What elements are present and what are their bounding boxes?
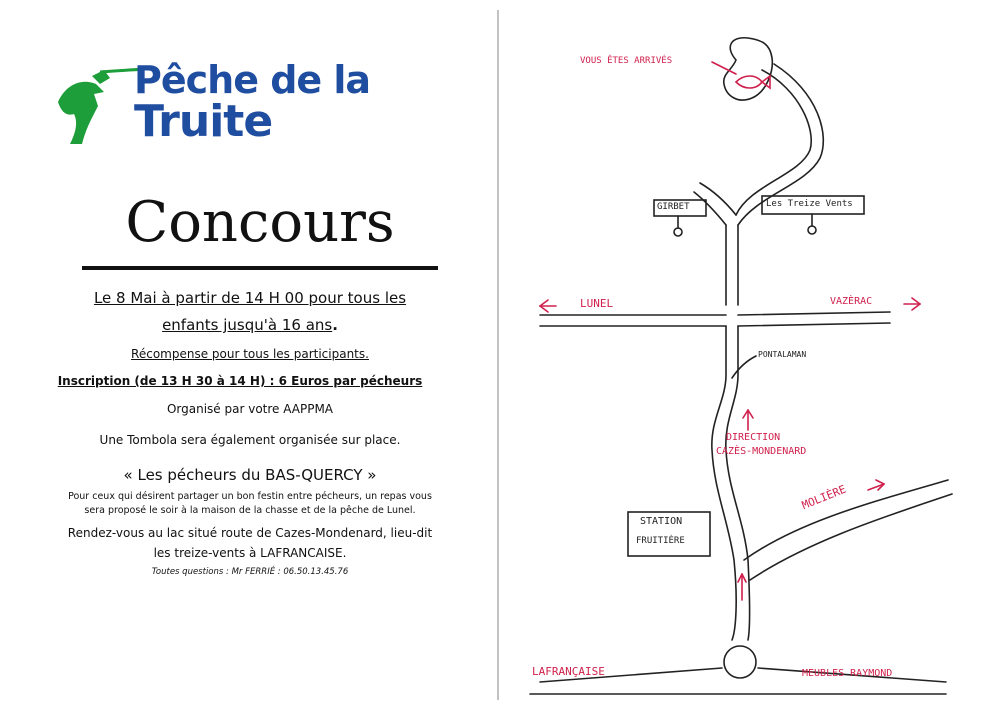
title-underline bbox=[82, 266, 438, 270]
fish-icon bbox=[736, 76, 762, 88]
label-vazerac: VAZÈRAC bbox=[830, 296, 873, 307]
fisherman-icon bbox=[52, 62, 142, 154]
map-panel bbox=[500, 0, 1000, 707]
club-name: « Les pécheurs du BAS-QUERCY » bbox=[123, 466, 377, 484]
reward-text: Récompense pour tous les participants. bbox=[131, 347, 369, 361]
meal-line-1: Pour ceux qui désirent partager un bon festin entre pécheurs, un repas vous bbox=[68, 491, 432, 502]
date-line-1: Le 8 Mai à partir de 14 H 00 pour tous les bbox=[93, 289, 407, 307]
label-girbet: GIRBET bbox=[657, 202, 690, 212]
label-lunel: LUNEL bbox=[580, 297, 614, 310]
date-line-2-end: . bbox=[332, 316, 338, 334]
label-direction-1: DIRECTION bbox=[726, 432, 781, 443]
fold-line bbox=[497, 10, 499, 700]
page-title: Concours bbox=[125, 190, 395, 255]
rdv-line-1: Rendez-vous au lac situé route de Cazes-Mondenard, lieu-dit bbox=[67, 526, 433, 540]
label-arrived: VOUS ÊTES ARRIVÉS bbox=[580, 56, 673, 66]
label-moliere: MOLIÈRE bbox=[800, 482, 848, 513]
logo-line-1: Pêche de la bbox=[134, 58, 371, 102]
logo-line-2: Truite bbox=[134, 96, 273, 147]
peche-truite-logo bbox=[52, 58, 392, 154]
label-lafrancaise: LAFRANÇAISE bbox=[532, 665, 605, 678]
tombola-text: Une Tombola sera également organisée sur place. bbox=[99, 433, 401, 447]
label-station-2: FRUITIÈRE bbox=[636, 536, 685, 546]
label-direction-2: CAZÈS-MONDENARD bbox=[716, 446, 807, 457]
date-line-2: enfants jusqu'à 16 ans bbox=[162, 316, 333, 334]
route-map bbox=[500, 0, 1000, 707]
inscription-text: Inscription (de 13 H 30 à 14 H) : 6 Euros par pécheurs bbox=[57, 374, 423, 388]
meal-line-2: sera proposé le soir à la maison de la chasse et de la pêche de Lunel. bbox=[84, 505, 416, 516]
label-treize-vents: Les Treize Vents bbox=[766, 199, 853, 209]
contact-text: Toutes questions : Mr FERRIÉ : 06.50.13.45.76 bbox=[151, 567, 349, 577]
flyer-panel bbox=[0, 0, 498, 707]
date-line-2-wrap bbox=[20, 316, 480, 334]
label-station-1: STATION bbox=[640, 516, 683, 527]
rdv-line-2: les treize-vents à LAFRANCAISE. bbox=[153, 546, 347, 560]
label-meubles-raymond: MEUBLES RAYMOND bbox=[802, 668, 893, 679]
label-pontalaman: PONTALAMAN bbox=[758, 350, 807, 359]
lake-outline bbox=[724, 38, 773, 100]
organizer-text: Organisé par votre AAPPMA bbox=[166, 402, 334, 416]
